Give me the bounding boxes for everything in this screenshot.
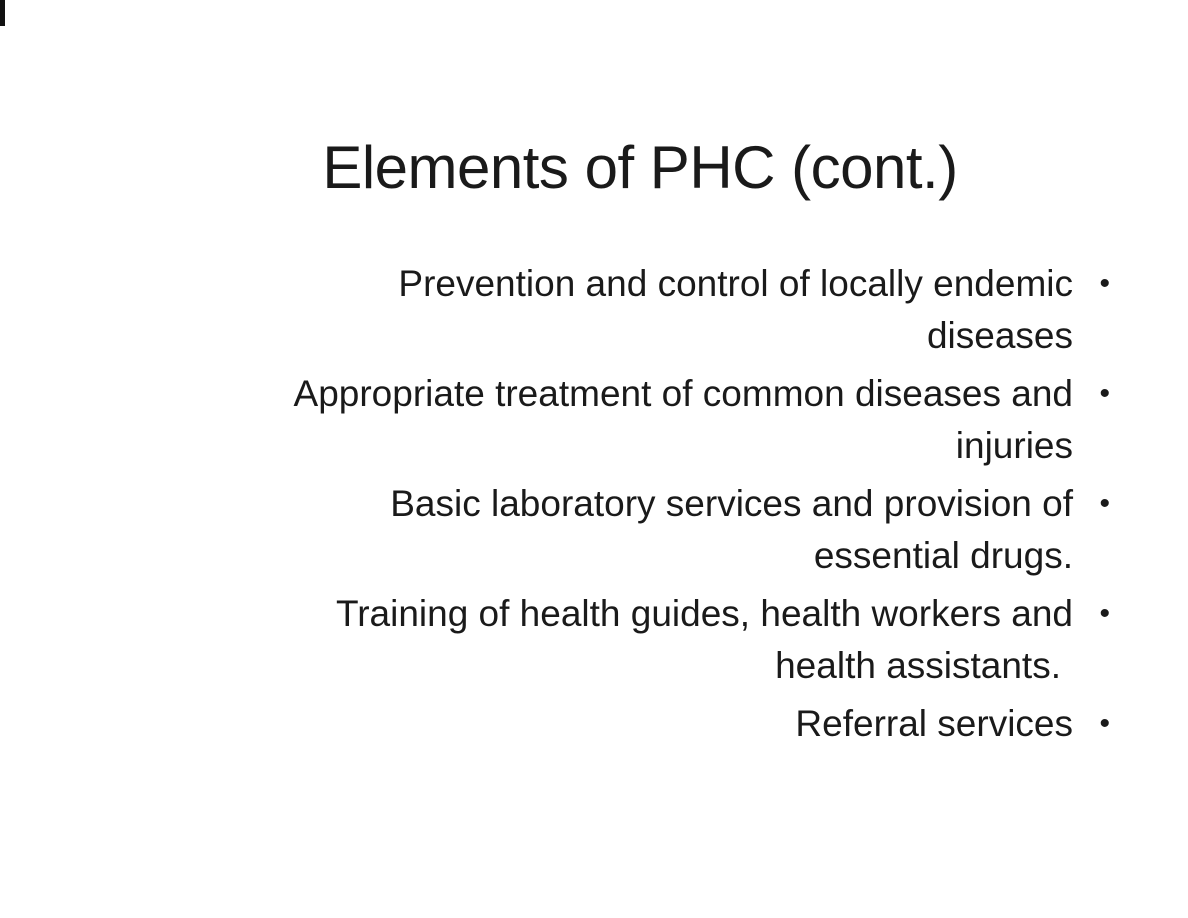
bullet-line: Appropriate treatment of common diseases and: [293, 373, 1073, 414]
bullet-item: [0, 258, 1188, 362]
bullet-line: Basic laboratory services and provision of: [390, 483, 1073, 524]
bullet-dot-icon: •: [1099, 707, 1110, 740]
bullet-item: [0, 478, 1188, 582]
bullet-line: Prevention and control of locally endemic: [398, 263, 1073, 304]
bullet-dot-icon: •: [1099, 267, 1110, 300]
bullet-line: Training of health guides, health workers and: [335, 593, 1073, 634]
bullet-line: diseases: [926, 315, 1073, 356]
bullet-dot-icon: •: [1099, 487, 1110, 520]
bullet-line: injuries: [955, 425, 1073, 466]
scan-corner-mark: [0, 0, 5, 26]
slide-title: Elements of PHC (cont.): [322, 134, 958, 201]
bullet-dot-icon: •: [1099, 597, 1110, 630]
bullet-dot-icon: •: [1099, 377, 1110, 410]
bullet-item: [0, 588, 1188, 692]
bullet-line: essential drugs.: [813, 535, 1073, 576]
bullet-line: health assistants.: [775, 645, 1061, 686]
bullet-list: [0, 258, 1188, 756]
bullet-item: [0, 368, 1188, 472]
bullet-line: Referral services: [795, 703, 1073, 744]
bullet-item: [0, 698, 1188, 750]
